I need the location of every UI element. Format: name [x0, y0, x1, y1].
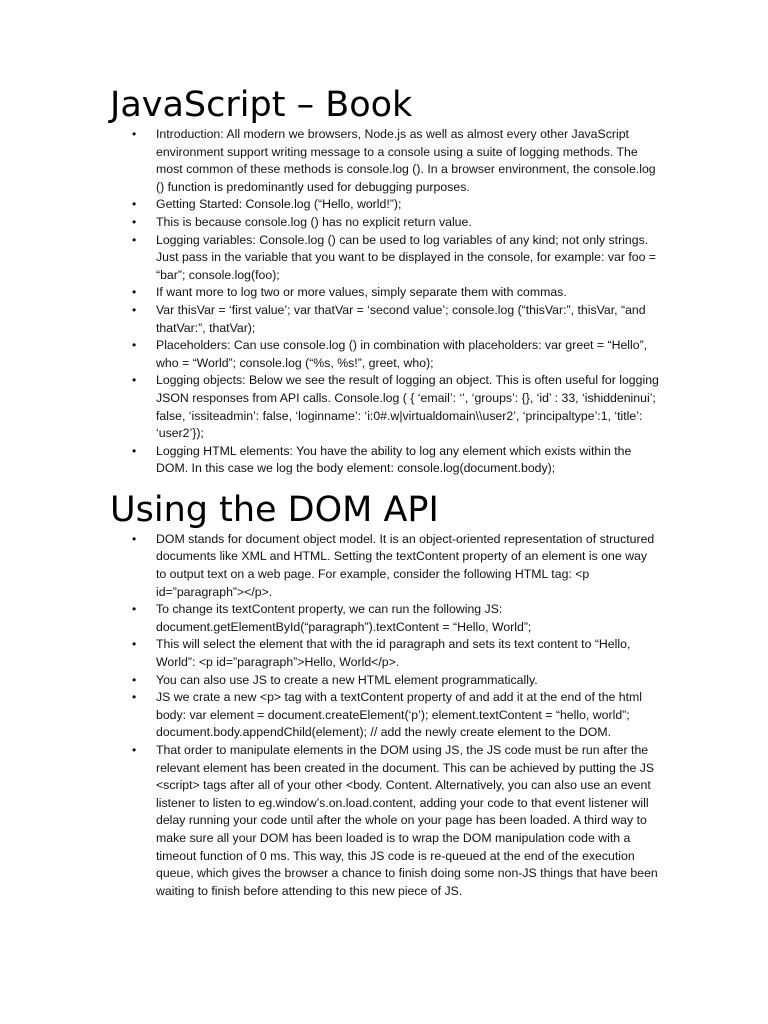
- list-item-text: JS we crate a new <p> tag with a textContent property of and add it at the end of the html body: var element = document.createElement(‘p’); element.textContent = “hello, world”; document.body.appendChild(element); // add the newly create element to the DOM.: [156, 690, 643, 740]
- bullet-icon: •: [132, 214, 137, 229]
- bullet-icon: •: [132, 197, 137, 212]
- list-item: [132, 531, 660, 601]
- bullet-icon: •: [132, 443, 137, 458]
- list-item-text: This will select the element that with the id paragraph and sets its text content to “Hello, World”: <p id=”paragraph”>Hello, World</p>.: [156, 637, 631, 670]
- bullet-icon: •: [132, 373, 137, 388]
- list-item-text: Introduction: All modern we browsers, Node.js as well as almost every other JavaScript environment support writing message to a console using a suite of logging methods. The most common of these methods is console.log (). In a browser environment, the console.log () function is predominantly used for debugging purposes.: [156, 127, 656, 194]
- list-item-text: Logging HTML elements: You have the ability to log any element which exists within the DOM. In this case we log the body element: console.log(document.body);: [156, 443, 632, 476]
- list-item: [132, 284, 660, 302]
- bullet-icon: •: [132, 302, 137, 317]
- list-item: [132, 302, 660, 337]
- bullet-icon: •: [132, 285, 137, 300]
- bullet-icon: •: [132, 672, 137, 687]
- list-item: [132, 372, 660, 442]
- list-item: [132, 337, 660, 372]
- section-heading-using-the-dom-api: Using the DOM API: [110, 489, 439, 530]
- list-item: [132, 443, 660, 478]
- list-item: [132, 232, 660, 285]
- bullet-icon: •: [132, 127, 137, 141]
- bullet-icon: •: [132, 338, 137, 353]
- list-item-text: DOM stands for document object model. It is an object-oriented representation of structured documents like XML and HTML. Setting the textContent property of an element is one way to output text on a web page. For example, consider the following HTML tag: <p id=”paragraph”></p>.: [156, 531, 655, 599]
- list-item-text: To change its textContent property, we can run the following JS: document.getElementById(“paragraph”).textContent = “Hello, World”;: [156, 602, 532, 634]
- bullet-list-javascript-book: [110, 126, 660, 478]
- bullet-icon: •: [132, 637, 137, 652]
- document-page: [110, 84, 660, 900]
- bullet-icon: •: [132, 232, 137, 247]
- list-item: [132, 126, 660, 196]
- list-item: [132, 689, 660, 742]
- list-item: [132, 742, 660, 900]
- bullet-list-dom-api: [110, 531, 660, 900]
- list-item-text: If want more to log two or more values, simply separate them with commas.: [156, 285, 567, 300]
- list-item: [132, 214, 660, 232]
- list-item-text: That order to manipulate elements in the DOM using JS, the JS code must be run after the relevant element has been created in the document. This can be achieved by putting the JS <script> tags after all of your other <body. Content. Alternatively, you can also use an event listener to listen to eg.window’s.on.load.content, adding your code to that event listener will delay running your code until after the whole on your page has been loaded. A third way to make sure all your DOM has been loaded is to wrap the DOM manipulation code with a timeout function of 0 ms. This way, this JS code is re-queued at the end of the execution queue, which gives the browser a chance to finish doing some non-JS things that have been waiting to finish before attending to this new piece of JS.: [156, 743, 658, 898]
- list-item: [132, 601, 660, 636]
- list-item-text: This is because console.log () has no explicit return value.: [156, 214, 472, 229]
- section-heading-javascript-book: JavaScript – Book: [110, 85, 413, 125]
- bullet-icon: •: [132, 690, 137, 705]
- list-item-text: You can also use JS to create a new HTML element programmatically.: [156, 672, 538, 687]
- list-item-text: Logging objects: Below we see the result of logging an object. This is often useful for logging JSON responses from API calls. Console.log ( { ‘email’: ‘’, ‘groups’: {}, ‘id’ : 33, ‘ishiddeninui’; false, ‘issiteadmin’: false, ‘loginname’: ‘i:0#.w|virtualdomain\\user2’, ‘principaltype’:1, ‘title’: ‘user2’});: [156, 373, 659, 441]
- list-item: [132, 636, 660, 671]
- list-item: [132, 196, 660, 214]
- list-item: [132, 672, 660, 690]
- list-item-text: Placeholders: Can use console.log () in combination with placeholders: var greet = “Hello”, who = “World”; console.log (“%s, %s!”, greet, who);: [156, 338, 648, 370]
- list-item-text: Var thisVar = ‘first value’; var thatVar = ‘second value’; console.log (“thisVar:”, thisVar, “and thatVar:”, thatVar);: [156, 302, 646, 335]
- bullet-icon: •: [132, 602, 137, 617]
- bullet-icon: •: [132, 743, 137, 757]
- list-item-text: Logging variables: Console.log () can be used to log variables of any kind; not only strings. Just pass in the variable that you want to be displayed in the console, for example: var foo = “bar”; console.log(foo);: [156, 232, 657, 282]
- list-item-text: Getting Started: Console.log (“Hello, world!”);: [156, 197, 402, 212]
- bullet-icon: •: [132, 531, 137, 546]
